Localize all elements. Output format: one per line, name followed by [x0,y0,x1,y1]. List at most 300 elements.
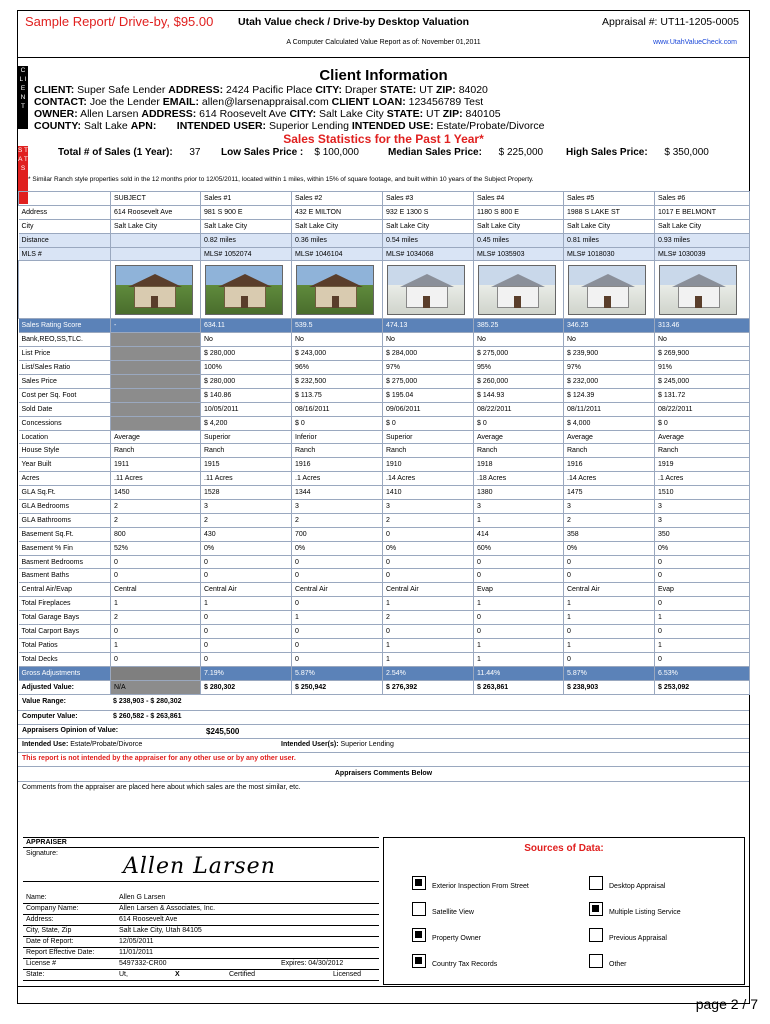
table-cell: 800 [111,527,201,541]
row-label: Year Built [19,458,111,472]
table-cell: 1 [383,652,474,666]
table-cell: 09/06/2011 [383,402,474,416]
table-cell: 6.53% [655,666,750,680]
state-row: State: Ut, X Certified Licensed [23,970,379,981]
table-cell [111,361,201,375]
table-row [19,638,750,652]
table-row [19,680,750,694]
row-label: Basement Sq.Ft. [19,527,111,541]
table-cell: Salt Lake City [655,219,750,233]
table-cell: Central [111,583,201,597]
client-line-3: OWNER: Allen Larsen ADDRESS: 614 Roosevelt Ave CITY: Salt Lake City STATE: UT ZIP: 840105 [34,108,501,120]
table-cell: 385.25 [474,319,564,333]
table-row [19,583,750,597]
table-cell: 1 [655,611,750,625]
row-label: House Style [19,444,111,458]
table-cell: MLS# 1046104 [292,247,383,261]
table-row [19,375,750,389]
row-label: GLA Sq.Ft. [19,486,111,500]
source-label: Property Owner [432,935,482,942]
appraiser-detail-row [23,937,379,948]
table-cell: 1475 [564,486,655,500]
source-label: Desktop Appraisal [609,883,666,890]
row-label: Acres [19,472,111,486]
table-cell: Central Air [201,583,292,597]
table-cell: $ 238,903 [564,680,655,694]
report-page: Sample Report/ Drive-by, $95.00 Utah Value check / Drive-by Desktop Valuation Appraisal #: UT11-1205-0005 A Computer Calculated Value Report as of: November 01,2011 www.UtahValueCheck.com C L I E N T S T A T S Client Information CLIENT: Super Safe Lender ADDRESS: 2424 Pacific Place CITY: Draper STATE: UT ZIP: 84020 CONTACT: Joe the Lender EMAIL: allen@larsenappraisal.com CLIENT LOAN: 123456789 Test OWNER: Allen Larsen ADDRESS: 614 Roosevelt Ave CITY: Salt Lake City STATE: UT ZIP: 840105 COUNTY: Salt Lake APN: INTENDED USER: Superior Lending INTENDED USE: Estate/Probate/Divorce Sales Statistics for the Past 1 Year* Total # of Sales (1 Year): 37 Low Sales Price : $ 100,000 Median Sales Price: $ 225,000 High Sales Price: $ 350,000 * Similar Ranch style properties sold in the 12 months prior to 12/05/2011, located within 1 miles, within 15% of square footage, and built within 10 years of the Subject Property. SUBJECT Sales #1 Sales #2 Sales #3 Sales #4 Sales #5 Sales #6 Address 614 Roosevelt Ave 981 S 900 E 432 E MILTON 932 E 1300 S 1180 S 800 E 1988 S LAKE ST 1017 E BELMONT City Salt Lake City Salt Lake City Salt Lake City Salt Lake City Salt Lake City Salt Lake City Salt Lake City Distance 0.82 miles 0.36 miles 0.54 miles 0.45 miles 0.81 miles 0.93 miles MLS # MLS# 1052074 MLS# 1046104 MLS# 1034068 MLS# 1035903 MLS# 1018030 MLS# 1030039 Sales Rating Score - 634.11 539.5 474.13 385.25 346.25 313.46 Bank,REO,SS,TLC. No No No No No No List Price $ 280,000 $ 243,000 $ 284,000 $ 275,000 $ 239,900 $ 269,900 List/Sales Ratio 100% 96% 97% 95% 97% 91% Sales Price $ 280,000 $ 232,500 $ 275,000 $ 260,000 $ 232,000 $ 245,000 Cost per Sq. Foot $ 140.86 $ 113.75 $ 195.04 $ 144.93 $ 124.39 $ 131.72 Sold Date 10/05/2011 08/16/2011 09/06/2011 08/22/2011 08/11/2011 08/22/2011 Concessions $ 4,200 $ 0 $ 0 $ 0 $ 4,000 $ 0 Location Average Superior Inferior Superior Average Average Average House Style Ranch Ranch Ranch Ranch Ranch Ranch Ranch Year Built 1911 1915 1916 1910 1918 1916 1919 Acres .11 Acres .11 Acres .1 Acres .14 Acres .18 Acres .14 Acres .1 Acres GLA Sq.Ft. 1450 1528 1344 1410 1380 1475 1510 GLA Bedrooms 2 3 3 3 3 3 3 GLA Bathrooms 2 2 2 2 1 2 3 Basement Sq.Ft. 800 430 700 0 414 358 350 Basement % Fin 52% 0% 0% 0% 60% 0% 0% Basment Bedrooms 0 0 0 0 0 0 0 Basment Baths 0 0 0 0 0 0 0 Central Air/Evap Central Central Air Central Air Central Air Evap Central Air Evap Total Fireplaces 1 1 0 1 1 1 0 Total Garage Bays 2 0 1 2 0 1 1 Total Carport Bays 0 0 0 0 0 0 0 Total Patios 1 0 0 1 1 1 1 Total Decks 0 0 0 1 1 0 0 Gross Adjustments 7.19% 5.87% 2.54% 11.44% 5.87% 6.53% Adjusted Value: N/A $ 280,302 $ 250,942 $ 276,392 $ 263,861 $ 238,903 $ 253,092 Value Range: $ 238,903 - $ 280,302 Computer Value: $ 260,582 - $ 263,861 Appraisers Opinion of Value: $245,500 Intended Use: Estate/Probate/Divorce Intended User(s): Superior Lending This report is not intended by the appraiser for any other use or by any other user. Appraisers Comments Below Comments from the appraiser are placed here about which sales are the most similar, etc. APPRAISER Signature: Allen Larsen Name: Allen G Larsen Company Name: Allen Larsen & Associates, Inc. Address: 614 Roosevelt Ave City, State, Zip Salt Lake City, Utah 84105 Date of Report: 12/05/2011 Report Effective Date: 11/01/2011 License # 5497332-CR00 Expires: 04/30/2012 State: Ut, X Certified Licensed Sources of Data: Exterior Inspection From Street Desktop Appraisal Satellite View Multiple Listing Service Property Owner Previous Appraisal Country Tax Records Other [17,10,750,1004]
table-cell: $ 243,000 [292,347,383,361]
table-cell: Ranch [474,444,564,458]
row-label: Basment Bedrooms [19,555,111,569]
detail-label: Report Effective Date: [26,949,95,956]
table-cell: $ 232,000 [564,375,655,389]
table-cell: 100% [201,361,292,375]
sale-photo [659,265,737,315]
appraiser-detail-row [23,948,379,959]
table-cell: Superior [201,430,292,444]
sale-photo [296,265,374,315]
table-cell: 3 [655,500,750,514]
client-line-4: COUNTY: Salt Lake APN: INTENDED USER: Superior Lending INTENDED USE: Estate/Probate/Divorce [34,120,545,132]
table-cell: 2 [201,513,292,527]
table-cell: 2 [292,513,383,527]
source-checkbox[interactable] [589,902,603,916]
table-row [19,569,750,583]
median-sales-price: Median Sales Price: $ 225,000 [388,147,544,158]
table-cell: Superior [383,430,474,444]
table-cell: Ranch [383,444,474,458]
signature: Allen Larsen [123,854,276,879]
table-cell: 2 [564,513,655,527]
table-cell: 0 [474,569,564,583]
column-header: Sales #2 [292,192,383,206]
table-row [19,458,750,472]
table-cell: 1988 S LAKE ST [564,205,655,219]
column-header: Sales #4 [474,192,564,206]
row-label: MLS # [19,247,111,261]
table-cell: 1915 [201,458,292,472]
table-cell: 0 [383,555,474,569]
column-header: Sales #3 [383,192,474,206]
table-cell: 95% [474,361,564,375]
table-cell: $ 245,000 [655,375,750,389]
table-cell: Ranch [292,444,383,458]
source-checkbox[interactable] [412,876,426,890]
divider [18,781,749,782]
table-cell: N/A [111,680,201,694]
detail-value: 11/01/2011 [119,949,153,956]
table-cell: 5.87% [564,666,655,680]
table-cell: 346.25 [564,319,655,333]
table-cell: 1344 [292,486,383,500]
table-cell: 2.54% [383,666,474,680]
table-cell: 1 [655,638,750,652]
table-cell: 0 [292,555,383,569]
table-row [19,666,750,680]
column-header: Sales #1 [201,192,292,206]
table-cell: 1910 [383,458,474,472]
detail-value: Allen G Larsen [119,894,166,901]
table-cell: Evap [655,583,750,597]
sales-stats-title: Sales Statistics for the Past 1 Year* [283,132,484,146]
comparables-table [18,191,750,695]
row-label: List Price [19,347,111,361]
row-label: Basement % Fin [19,541,111,555]
appraiser-detail-row [23,915,379,926]
table-cell: 981 S 900 E [201,205,292,219]
report-subtitle: A Computer Calculated Value Report as of: November 01,2011 [286,39,481,46]
table-cell: 0 [201,625,292,639]
table-cell [111,666,201,680]
table-row [19,247,750,261]
table-row [19,388,750,402]
table-cell: 0 [201,652,292,666]
table-cell: .1 Acres [292,472,383,486]
table-cell: $ 113.75 [292,388,383,402]
detail-label: Address: [26,916,54,923]
table-cell: 539.5 [292,319,383,333]
appraiser-detail-row [23,926,379,937]
table-cell: $ 124.39 [564,388,655,402]
table-cell: Salt Lake City [383,219,474,233]
table-cell: 3 [292,500,383,514]
table-cell: 0 [655,625,750,639]
table-cell: 0 [474,625,564,639]
table-cell: 1380 [474,486,564,500]
table-cell: 1017 E BELMONT [655,205,750,219]
column-header: Sales #6 [655,192,750,206]
table-cell: 0 [564,625,655,639]
table-cell: Average [111,430,201,444]
table-cell: MLS# 1035903 [474,247,564,261]
table-cell: 1 [383,638,474,652]
table-cell: $ 195.04 [383,388,474,402]
table-cell: MLS# 1034068 [383,247,474,261]
table-cell: 3 [564,500,655,514]
table-cell: 634.11 [201,319,292,333]
table-cell: 52% [111,541,201,555]
table-cell: $ 263,861 [474,680,564,694]
website-link[interactable]: www.UtahValueCheck.com [653,39,737,46]
table-cell: Central Air [564,583,655,597]
table-cell: 313.46 [655,319,750,333]
table-cell: 0 [564,652,655,666]
table-cell [111,375,201,389]
table-row [19,361,750,375]
table-cell: 0.45 miles [474,233,564,247]
page-number: page 2 / 7 [695,996,758,1012]
sources-title: Sources of Data: [524,843,604,854]
table-cell: 1 [111,638,201,652]
table-cell: 7.19% [201,666,292,680]
table-cell: No [564,333,655,347]
source-checkbox[interactable] [412,902,426,916]
table-cell: $ 0 [383,416,474,430]
table-cell: Evap [474,583,564,597]
table-cell: 432 E MILTON [292,205,383,219]
divider [18,752,749,753]
table-cell: 97% [564,361,655,375]
source-label: Previous Appraisal [609,935,667,942]
table-cell: 0 [655,597,750,611]
table-cell: 2 [111,513,201,527]
table-cell: $ 284,000 [383,347,474,361]
source-checkbox[interactable] [589,954,603,968]
appraiser-title-row: APPRAISER [23,837,379,848]
table-cell: MLS# 1052074 [201,247,292,261]
source-label: Exterior Inspection From Street [432,883,529,890]
table-row [19,500,750,514]
comments-title: Appraisers Comments Below [334,770,433,777]
table-cell: 0 [292,597,383,611]
table-cell: 414 [474,527,564,541]
table-cell: 08/11/2011 [564,402,655,416]
source-checkbox[interactable] [589,876,603,890]
table-cell: $ 260,000 [474,375,564,389]
table-cell: 1 [292,611,383,625]
table-cell: 0 [474,611,564,625]
table-cell: 2 [383,611,474,625]
table-cell: 0 [111,569,201,583]
table-cell: 0 [201,638,292,652]
table-cell: 0 [201,611,292,625]
table-cell: 0 [201,569,292,583]
table-cell: .14 Acres [383,472,474,486]
client-line-1: CLIENT: Super Safe Lender ADDRESS: 2424 Pacific Place CITY: Draper STATE: UT ZIP: 84020 [34,84,488,96]
table-cell: .1 Acres [655,472,750,486]
detail-label: City, State, Zip [26,927,72,934]
row-label: Total Patios [19,638,111,652]
client-section-bar: C L I E N T [18,66,28,129]
sale-photo [387,265,465,315]
table-row [19,333,750,347]
table-row [19,555,750,569]
divider [18,724,749,725]
client-line-2: CONTACT: Joe the Lender EMAIL: allen@larsenappraisal.com CLIENT LOAN: 123456789 Test [34,96,484,108]
table-cell: Central Air [292,583,383,597]
sale-photo [568,265,646,315]
table-cell: $ 276,392 [383,680,474,694]
table-cell: 2 [383,513,474,527]
appraisal-number: Appraisal #: UT11-1205-0005 [602,16,739,28]
table-row [19,625,750,639]
sale-photo [205,265,283,315]
source-checkbox[interactable] [412,928,426,942]
table-cell: 0 [111,652,201,666]
table-cell: Salt Lake City [474,219,564,233]
table-cell: 3 [201,500,292,514]
table-cell: 358 [564,527,655,541]
source-label: Country Tax Records [432,961,498,968]
total-sales: Total # of Sales (1 Year): 37 [58,147,201,158]
table-cell: 97% [383,361,474,375]
table-cell: No [383,333,474,347]
row-label: GLA Bedrooms [19,500,111,514]
appraiser-block [23,837,379,985]
table-cell: - [111,319,201,333]
header-divider [18,57,749,58]
table-cell: 350 [655,527,750,541]
table-cell: 1180 S 800 E [474,205,564,219]
row-label: Cost per Sq. Foot [19,388,111,402]
table-cell: 1 [474,652,564,666]
detail-label: Company Name: [26,905,79,912]
table-cell: 0 [292,638,383,652]
table-cell: $ 144.93 [474,388,564,402]
table-cell: $ 4,200 [201,416,292,430]
table-cell: 0.82 miles [201,233,292,247]
report-type-title: Sample Report/ Drive-by, $95.00 [25,14,214,29]
table-cell: 3 [474,500,564,514]
table-cell: $ 275,000 [383,375,474,389]
table-cell: Average [474,430,564,444]
table-cell: 0% [201,541,292,555]
table-cell: 0.36 miles [292,233,383,247]
table-cell: 1 [111,597,201,611]
row-label: Bank,REO,SS,TLC. [19,333,111,347]
table-cell: 1 [564,611,655,625]
table-cell: .11 Acres [111,472,201,486]
table-cell: 1916 [564,458,655,472]
table-cell: 0 [292,569,383,583]
table-cell: MLS# 1018030 [564,247,655,261]
table-cell: 0.93 miles [655,233,750,247]
row-label: Address [19,205,111,219]
table-cell: 1410 [383,486,474,500]
table-cell: $ 275,000 [474,347,564,361]
table-row [19,205,750,219]
table-cell: 1 [474,638,564,652]
table-cell: .11 Acres [201,472,292,486]
row-label: Location [19,430,111,444]
table-row [19,486,750,500]
table-cell: 2 [111,611,201,625]
appraiser-detail-row [23,904,379,915]
table-cell: 1450 [111,486,201,500]
row-label: Adjusted Value: [19,680,111,694]
table-cell: $ 0 [474,416,564,430]
table-cell: 932 E 1300 S [383,205,474,219]
table-cell: $ 280,302 [201,680,292,694]
table-row [19,416,750,430]
table-cell: Average [655,430,750,444]
table-cell: Ranch [111,444,201,458]
table-cell: 1 [474,597,564,611]
stats-section-bar: S T A T S [18,146,28,204]
table-cell: 0.81 miles [564,233,655,247]
table-cell: $ 269,900 [655,347,750,361]
table-cell: 96% [292,361,383,375]
table-row [19,527,750,541]
footer-divider [18,986,749,987]
source-label: Satellite View [432,909,474,916]
table-cell: Central Air [383,583,474,597]
table-cell: No [292,333,383,347]
table-cell: 10/05/2011 [201,402,292,416]
row-label: List/Sales Ratio [19,361,111,375]
row-label: GLA Bathrooms [19,513,111,527]
table-cell: 0% [383,541,474,555]
low-sales-price: Low Sales Price : $ 100,000 [221,147,359,158]
table-cell: 0 [292,625,383,639]
column-header [19,192,111,206]
table-cell: 700 [292,527,383,541]
table-cell: $ 250,942 [292,680,383,694]
table-cell: 474.13 [383,319,474,333]
row-label: City [19,219,111,233]
report-main-title: Utah Value check / Drive-by Desktop Valuation [238,16,470,28]
row-label: Central Air/Evap [19,583,111,597]
detail-value: 12/05/2011 [119,938,154,945]
detail-value: Allen Larsen & Associates, Inc. [119,905,216,912]
table-cell: Ranch [655,444,750,458]
detail-value: 614 Roosevelt Ave [119,916,178,923]
row-label: Total Decks [19,652,111,666]
license-row: License # 5497332-CR00 Expires: 04/30/2012 [23,959,379,970]
table-cell: 0 [383,527,474,541]
row-label: Sales Price [19,375,111,389]
source-label: Multiple Listing Service [609,909,681,916]
table-cell: Salt Lake City [292,219,383,233]
column-header: SUBJECT [111,192,201,206]
table-cell: No [655,333,750,347]
table-cell [111,247,201,261]
table-cell: 08/22/2011 [655,402,750,416]
table-cell: $ 232,500 [292,375,383,389]
table-cell: Salt Lake City [201,219,292,233]
table-cell: Salt Lake City [111,219,201,233]
table-cell: Ranch [564,444,655,458]
table-cell [111,333,201,347]
table-cell: 0 [111,555,201,569]
table-cell: 11.44% [474,666,564,680]
sale-photo [478,265,556,315]
table-row [19,402,750,416]
table-cell: 5.87% [292,666,383,680]
table-cell [111,402,201,416]
signature-row: Signature: Allen Larsen [23,848,379,882]
table-cell: 0 [655,555,750,569]
table-cell: 0% [292,541,383,555]
table-cell: 1 [201,597,292,611]
table-cell: $ 239,900 [564,347,655,361]
table-row [19,472,750,486]
divider [18,738,749,739]
table-cell: 0 [292,652,383,666]
table-cell: 1919 [655,458,750,472]
table-cell: 0 [564,555,655,569]
detail-label: Date of Report: [26,938,74,945]
source-checkbox[interactable] [589,928,603,942]
table-cell: 0 [474,555,564,569]
source-checkbox[interactable] [412,954,426,968]
row-label: Distance [19,233,111,247]
table-cell: 1 [564,597,655,611]
row-label: Concessions [19,416,111,430]
table-row [19,611,750,625]
table-cell: $ 4,000 [564,416,655,430]
table-row [19,319,750,333]
table-cell: 1510 [655,486,750,500]
client-info-title: Client Information [319,67,448,84]
column-header: Sales #5 [564,192,655,206]
table-cell: 1 [564,638,655,652]
table-row [19,233,750,247]
subject-photo [115,265,193,315]
table-cell: 91% [655,361,750,375]
table-cell: MLS# 1030039 [655,247,750,261]
table-cell [111,388,201,402]
